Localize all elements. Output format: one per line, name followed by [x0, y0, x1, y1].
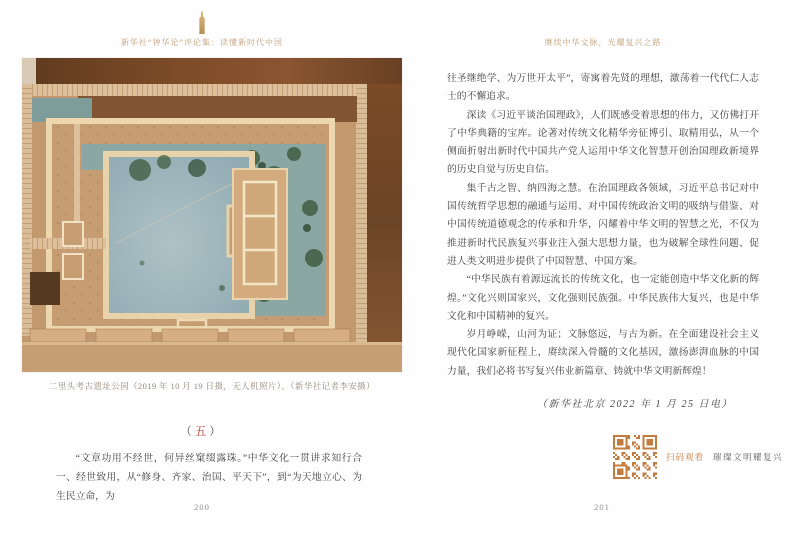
body-paragraph: “中华民族有着源远流长的传统文化，也一定能创造中华文化新的辉煌。”文化兴则国家兴，文化强则民族强。中华民族伟大复兴，也是中华文化和中国精神的复兴。	[447, 274, 759, 322]
photo-bottom-platforms	[30, 329, 350, 342]
body-paragraph: 往圣继绝学、为万世开太平”，寄寓着先贤的理想，激荡着一代代仁人志士的不懈追求。	[447, 73, 759, 103]
left-body-paragraph: “文章功用不经世，何异丝窠缀露珠。”中华文化一贯讲求知行合一、经世致用，从“修身、齐家、治国、平天下”，到“为天地立心、为生民立命，为	[56, 453, 362, 502]
photo-pond	[106, 154, 254, 316]
body-paragraph: 集千古之智、纳四海之慧。在治国理政各领域，习近平总书记对中国传统哲学思想的融通与运用、对中国传统政治文明的吸纳与借鉴、对中国传统道德观念的传承和升华，闪耀着中华文明的智慧之光，不仅为推进新时代民族复兴事业注入强大思想力量，也为破解全球性问题、促进人类文明进步提供了中国智慧、中国方案。	[447, 182, 759, 267]
dateline: （新华社北京 2022 年 1 月 25 日电）	[537, 399, 733, 411]
right-running-head: 赓续中华文脉，光耀复兴之路	[544, 38, 662, 47]
publisher-tower-icon	[196, 10, 208, 34]
photo-top-walkway	[22, 84, 402, 96]
photo-palace-foundation	[233, 169, 287, 299]
section-heading: （五）	[180, 426, 224, 438]
section-number: 五	[194, 426, 210, 438]
qr-scan-label: 扫码观看	[666, 452, 705, 462]
body-paragraph: 岁月峥嵘，山河为证；文脉悠远，与古为新。在全面建设社会主义现代化国家新征程上，赓续深入骨髓的文化基因，激扬澎湃血脉的中国力量，我们必将书写复兴伟业新篇章、铸就中华文明新辉煌！	[447, 329, 759, 377]
photo-top-field	[22, 58, 402, 84]
qr-block	[613, 435, 783, 479]
photo-right-field	[367, 84, 402, 352]
left-running-head: 新华社“钟华论”评论集：读懂新时代中国	[120, 38, 284, 47]
page-number-left: 200	[194, 502, 210, 512]
qr-code	[613, 435, 657, 479]
body-paragraph: 深读《习近平谈治国理政》，人们既感受着思想的伟力，又仿佛打开了中华典籍的宝库。论著对传统文化精华旁征博引、取精用弘，从一个侧面折射出新时代中国共产党人运用中华文化智慧开创治国理政新境界的历史自觉与历史自信。	[447, 109, 759, 176]
right-body-text	[447, 70, 759, 414]
photo-right-boardwalk	[356, 84, 367, 372]
photo-caption: 二里头考古遗址公园（2019 年 10 月 19 日摄，无人机照片）。（新华社记者李安摄）	[48, 381, 376, 391]
aerial-photo	[22, 58, 402, 372]
photo-dark-pit	[30, 272, 60, 305]
aerial-photo-illustration	[22, 58, 402, 372]
qr-video-title: 璀璨文明耀复兴	[713, 452, 784, 462]
page-number-right: 201	[594, 502, 610, 512]
